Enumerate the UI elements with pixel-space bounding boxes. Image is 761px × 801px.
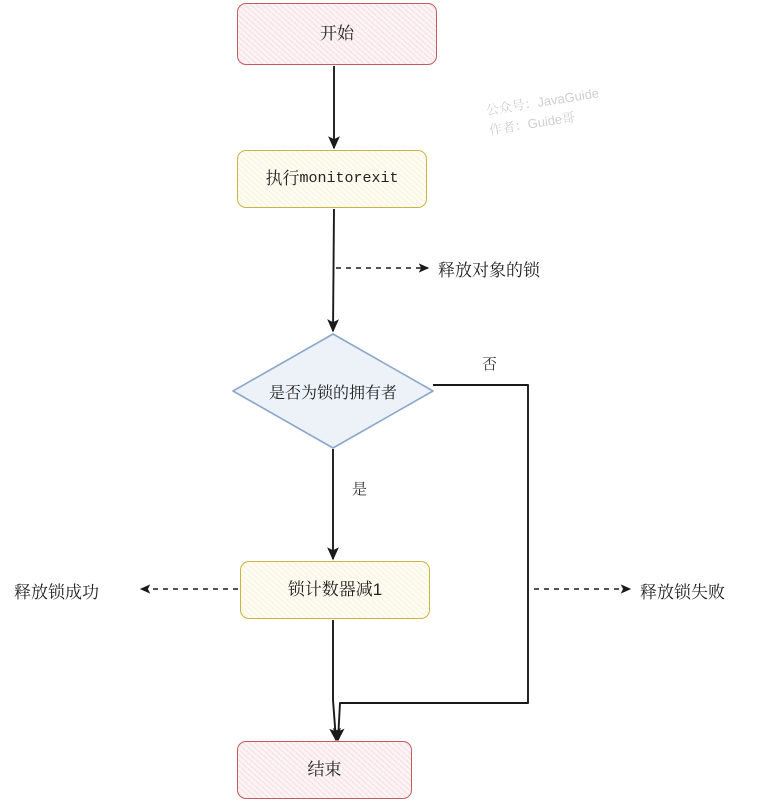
watermark-line-1: 公众号：JavaGuide [484,85,600,118]
node-end-label: 结束 [307,759,342,779]
annotation-release-object-lock: 释放对象的锁 [438,261,540,280]
node-decrement-lock-counter[interactable] [240,561,430,619]
node-end[interactable] [237,741,412,799]
node-start[interactable] [237,3,437,65]
decision-diamond-shape [233,334,433,448]
node-execute-label-mono: monitorexit [299,170,399,187]
edge-counter-to-end [333,620,336,740]
annotation-release-fail: 释放锁失败 [640,583,725,602]
edge-label-no: 否 [482,356,498,373]
edge-exec-to-decision [333,209,334,331]
edge-label-yes: 是 [352,481,368,498]
node-decision-label: 是否为锁的拥有者 [268,384,397,402]
node-counter-label: 锁计数器减1 [287,579,383,599]
node-execute-monitorexit[interactable] [237,150,427,208]
node-start-label: 开始 [320,23,354,43]
node-execute-label: 执行 [265,168,300,188]
watermark-line-2: 作者：Guide哥 [488,109,576,138]
annotation-release-success: 释放锁成功 [14,583,99,602]
